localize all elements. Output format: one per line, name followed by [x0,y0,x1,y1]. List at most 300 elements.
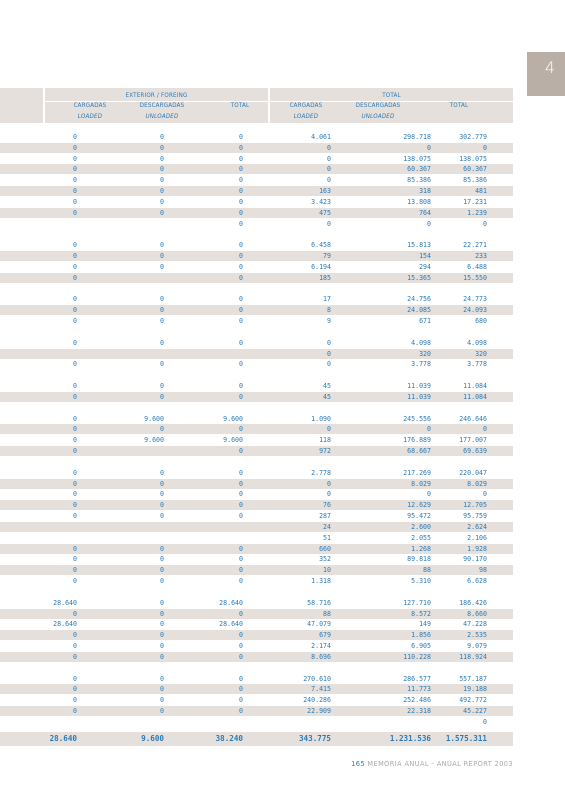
table-row [0,273,513,283]
table-cell: 286.577 [403,674,431,683]
table-cell: 1.928 [467,544,487,553]
table-row [0,479,513,489]
table-row [0,197,513,207]
table-cell: 0 [160,392,164,401]
table-cell: 45 [323,382,331,391]
page-footer [300,760,513,768]
table-cell: 270.610 [303,674,331,683]
page-number: 165 [351,760,365,768]
total-cell: 28.640 [49,734,77,743]
table-cell: 0 [327,143,331,152]
table-cell: 0 [73,208,77,217]
table-row [0,414,513,424]
table-cell: 0 [239,642,243,650]
table-cell: 69.639 [463,447,487,456]
table-row [0,717,513,727]
table-cell: 0 [73,631,77,640]
table-cell: 110.228 [403,652,431,661]
table-cell: 7.415 [311,685,331,694]
table-cell: 2.106 [467,533,487,542]
table-cell: 287 [319,512,331,521]
table-cell: 0 [73,577,77,586]
table-row [0,457,513,467]
table-cell: 0 [160,262,164,271]
table-cell: 0 [73,197,77,206]
table-cell: 0 [239,696,243,705]
table-cell: 0 [427,490,431,499]
table-cell: 0 [160,143,164,152]
table-cell: 0 [73,555,77,564]
table-cell: 0 [160,252,164,261]
table-row [0,489,513,499]
table-cell: 9.600 [223,436,243,445]
table-cell: 0 [239,273,243,282]
table-row [0,424,513,434]
table-cell: 671 [419,317,431,326]
table-row [0,576,513,586]
table-cell: 0 [327,490,331,499]
table-cell: 15.813 [407,241,431,250]
table-cell: 11.773 [407,685,431,694]
table-cell: 0 [160,468,164,477]
table-cell: 298.718 [403,133,431,141]
table-cell: 0 [73,652,77,661]
table-row [0,349,513,359]
table-cell: 118.924 [459,652,487,661]
table-cell: 0 [160,187,164,196]
table-cell: 475 [319,208,331,217]
table-cell: 6.458 [311,241,331,250]
table-cell: 0 [73,317,77,326]
header-sub-unloaded-total: UNLOADED [361,113,395,120]
table-cell: 85.386 [407,176,431,185]
table-cell: 0 [160,696,164,705]
table-cell: 0 [239,544,243,553]
table-cell: 302.779 [459,133,487,141]
table-cell: 89.818 [407,555,431,564]
table-cell: 22.909 [307,706,331,715]
header-col-cargadas-total: CARGADAS [289,102,323,109]
table-row [0,511,513,521]
table-row [0,630,513,640]
table-cell: 2.600 [411,522,431,531]
table-cell: 0 [239,208,243,217]
table-cell: 679 [319,631,331,640]
table-cell: 0 [160,133,164,141]
table-row [0,674,513,684]
table-cell: 0 [160,306,164,315]
table-cell: 0 [239,512,243,521]
table-cell: 0 [239,468,243,477]
table-cell: 0 [483,490,487,499]
table-cell: 0 [327,425,331,434]
table-cell: 24.085 [407,306,431,315]
table-cell: 0 [160,154,164,163]
chapter-tab [527,52,565,96]
table-cell: 8.696 [311,652,331,661]
table-cell: 0 [160,382,164,391]
table-cell: 0 [160,197,164,206]
table-cell: 0 [160,479,164,488]
table-cell: 660 [319,544,331,553]
table-cell: 0 [73,436,77,445]
table-cell: 0 [73,165,77,174]
table-cell: 0 [160,631,164,640]
table-cell: 76 [323,501,331,510]
table-cell: 45 [323,392,331,401]
table-cell: 0 [239,154,243,163]
table-cell: 0 [73,706,77,715]
table-cell: 0 [160,295,164,304]
table-cell: 154 [419,252,431,261]
table-cell: 0 [73,187,77,196]
table-cell: 9.079 [467,642,487,650]
table-cell: 19.188 [463,685,487,694]
table-cell: 0 [73,447,77,456]
table-cell: 0 [73,566,77,575]
table-cell: 68.667 [407,447,431,456]
table-cell: 0 [239,338,243,347]
table-cell: 177.007 [459,436,487,445]
table-cell: 10 [323,566,331,575]
table-cell: 98 [479,566,487,575]
table-cell: 149 [419,620,431,629]
table-row [0,208,513,218]
table-cell: 252.486 [403,696,431,705]
total-cell: 343.775 [298,734,331,743]
table-row [0,544,513,554]
footer-text: MEMORIA ANUAL - ANUAL REPORT 2003 [364,760,513,768]
table-cell: 9.600 [223,414,243,423]
table-cell: 0 [73,143,77,152]
table-cell: 0 [483,219,487,228]
table-row [0,446,513,456]
table-cell: 138.075 [459,154,487,163]
table-cell: 0 [239,392,243,401]
header-sub-loaded: LOADED [77,113,103,120]
header-sub-unloaded: UNLOADED [145,113,179,120]
table-cell: 0 [239,165,243,174]
table-row [0,641,513,651]
table-cell: 0 [160,652,164,661]
table-cell: 2.624 [467,522,487,531]
table-cell: 320 [475,349,487,358]
table-cell: 0 [427,219,431,228]
table-cell: 2.535 [467,631,487,640]
table-cell: 0 [483,717,487,726]
table-row [0,251,513,261]
table-cell: 138.075 [403,154,431,163]
table-cell: 88 [423,566,431,575]
table-row [0,403,513,413]
table-cell: 0 [239,306,243,315]
table-cell: 0 [327,360,331,369]
table-cell: 9.600 [144,414,164,423]
table-cell: 3.423 [311,197,331,206]
table-cell: 0 [427,143,431,152]
table-cell: 6.628 [467,577,487,586]
table-cell: 0 [160,360,164,369]
header-group-exterior: EXTERIOR / FOREING [125,92,188,99]
table-cell: 0 [73,133,77,141]
table-cell: 0 [73,468,77,477]
table-cell: 0 [160,642,164,650]
table-row [0,240,513,250]
table-cell: 0 [73,338,77,347]
table-cell: 5.310 [411,577,431,586]
table-cell: 47.228 [463,620,487,629]
table-row [0,522,513,532]
table-cell: 6.194 [311,262,331,271]
table-cell: 127.710 [403,598,431,607]
table-row [0,370,513,380]
table-cell: 4.098 [411,338,431,347]
total-cell: 38.240 [215,734,243,743]
table-cell: 0 [160,317,164,326]
table-row [0,609,513,619]
table-cell: 95.472 [407,512,431,521]
table-row [0,262,513,272]
table-row [0,294,513,304]
table-cell: 3.778 [411,360,431,369]
table-cell: 0 [160,577,164,586]
table-row [0,392,513,402]
table-cell: 0 [73,609,77,618]
table-cell: 17.231 [463,197,487,206]
table-cell: 0 [239,252,243,261]
table-cell: 0 [239,176,243,185]
table-cell: 0 [239,685,243,694]
table-row [0,229,513,239]
table-cell: 60.367 [463,165,487,174]
chapter-number: 4 [544,58,555,77]
table-cell: 95.759 [463,512,487,521]
table-cell: 0 [239,555,243,564]
table-cell: 2.778 [311,468,331,477]
table-cell: 0 [239,609,243,618]
table-cell: 1.090 [311,414,331,423]
table-cell: 2.174 [311,642,331,650]
table-row [0,327,513,337]
table-cell: 240.286 [303,696,331,705]
table-row [0,338,513,348]
table-cell: 0 [160,674,164,683]
table-cell: 47.079 [307,620,331,629]
table-cell: 0 [73,642,77,650]
table-cell: 0 [73,479,77,488]
table-cell: 0 [73,685,77,694]
total-cell: 9.600 [141,734,164,743]
table-row [0,381,513,391]
table-row [0,359,513,369]
table-cell: 0 [239,652,243,661]
table-cell: 24.756 [407,295,431,304]
table-cell: 0 [73,425,77,434]
table-row [0,219,513,229]
table-cell: 28.640 [219,620,243,629]
table-cell: 8 [327,306,331,315]
table-cell: 0 [73,501,77,510]
table-cell: 0 [73,252,77,261]
table-row [0,533,513,543]
table-row [0,554,513,564]
table-row [0,175,513,185]
table-cell: 163 [319,187,331,196]
table-cell: 0 [239,706,243,715]
table-row [0,284,513,294]
table-row [0,132,513,142]
table-cell: 0 [160,620,164,629]
table-cell: 0 [160,555,164,564]
table-cell: 0 [160,165,164,174]
table-cell: 0 [239,382,243,391]
table-cell: 0 [73,176,77,185]
table-cell: 1.268 [411,544,431,553]
table-row [0,663,513,673]
table-row [0,500,513,510]
table-cell: 0 [73,262,77,271]
table-cell: 15.365 [407,273,431,282]
header-col-descargadas: DESCARGADAS [139,102,185,109]
table-cell: 1.239 [467,208,487,217]
table-cell: 0 [73,696,77,705]
table-cell: 45.227 [463,706,487,715]
table-cell: 90.170 [463,555,487,564]
header-col-total: TOTAL [230,102,250,109]
table-cell: 0 [239,360,243,369]
table-cell: 680 [475,317,487,326]
table-cell: 28.640 [219,598,243,607]
header-group-total: TOTAL [382,92,401,99]
table-cell: 0 [160,490,164,499]
table-cell: 24.093 [463,306,487,315]
total-cell: 1.231.536 [389,734,431,743]
table-row [0,154,513,164]
table-cell: 60.367 [407,165,431,174]
table-cell: 0 [239,295,243,304]
table-cell: 22.271 [463,241,487,250]
table-cell: 481 [475,187,487,196]
table-cell: 0 [239,143,243,152]
table-cell: 0 [239,262,243,271]
table-cell: 28.640 [53,598,77,607]
table-cell: 4.098 [467,338,487,347]
table-cell: 2.055 [411,533,431,542]
table-cell: 0 [239,490,243,499]
table-cell: 12.629 [407,501,431,510]
table-cell: 0 [327,165,331,174]
table-cell: 15.550 [463,273,487,282]
table-cell: 185 [319,273,331,282]
table-cell: 8.029 [467,479,487,488]
table-cell: 0 [239,187,243,196]
table-cell: 0 [73,360,77,369]
table-row [0,652,513,662]
header-sub-loaded-total: LOADED [293,113,319,120]
table-cell: 11.084 [463,392,487,401]
table-cell: 0 [160,176,164,185]
table-cell: 0 [239,674,243,683]
table-cell: 11.084 [463,382,487,391]
table-cell: 88 [323,609,331,618]
table-cell: 217.269 [403,468,431,477]
table-row [0,598,513,608]
table-row [0,695,513,705]
table-cell: 8.572 [411,609,431,618]
table-cell: 0 [239,566,243,575]
table-cell: 0 [160,706,164,715]
header-col-descargadas-total: DESCARGADAS [355,102,401,109]
table-cell: 0 [73,392,77,401]
table-cell: 233 [475,252,487,261]
table-cell: 0 [427,425,431,434]
table-cell: 0 [73,544,77,553]
table-cell: 294 [419,262,431,271]
table-cell: 0 [239,133,243,141]
table-row [0,305,513,315]
table-cell: 0 [483,425,487,434]
table-cell: 0 [73,273,77,282]
table-cell: 0 [160,501,164,510]
table-cell: 0 [239,447,243,456]
header-col-total-total: TOTAL [449,102,469,109]
table-row [0,468,513,478]
table-cell: 176.889 [403,436,431,445]
table-cell: 24 [323,522,331,531]
table-cell: 0 [73,295,77,304]
table-cell: 0 [160,512,164,521]
table-cell: 28.640 [53,620,77,629]
table-cell: 318 [419,187,431,196]
table-cell: 320 [419,349,431,358]
table-cell: 0 [327,479,331,488]
table-cell: 352 [319,555,331,564]
table-cell: 11.039 [407,392,431,401]
table-cell: 0 [160,685,164,694]
table-cell: 0 [160,208,164,217]
table-cell: 0 [239,197,243,206]
table-cell: 0 [327,176,331,185]
table-cell: 557.187 [459,674,487,683]
table-cell: 0 [239,219,243,228]
table-cell: 0 [239,501,243,510]
table-cell: 79 [323,252,331,261]
table-row [0,619,513,629]
table-row [0,565,513,575]
table-cell: 0 [483,143,487,152]
total-cell: 1.575.311 [445,734,487,743]
table-cell: 118 [319,436,331,445]
table-cell: 0 [239,631,243,640]
table-cell: 9 [327,317,331,326]
table-cell: 0 [73,154,77,163]
table-cell: 51 [323,533,331,542]
table-cell: 0 [73,241,77,250]
table-cell: 4.061 [311,133,331,141]
table-cell: 1.856 [411,631,431,640]
table-cell: 0 [239,425,243,434]
table-cell: 972 [319,447,331,456]
table-cell: 0 [160,598,164,607]
table-cell: 6.905 [411,642,431,650]
table-cell: 0 [160,425,164,434]
table-total-row [0,732,513,746]
table-cell: 8.029 [411,479,431,488]
table-cell: 13.808 [407,197,431,206]
table-cell: 0 [239,241,243,250]
table-cell: 3.778 [467,360,487,369]
table-row [0,186,513,196]
